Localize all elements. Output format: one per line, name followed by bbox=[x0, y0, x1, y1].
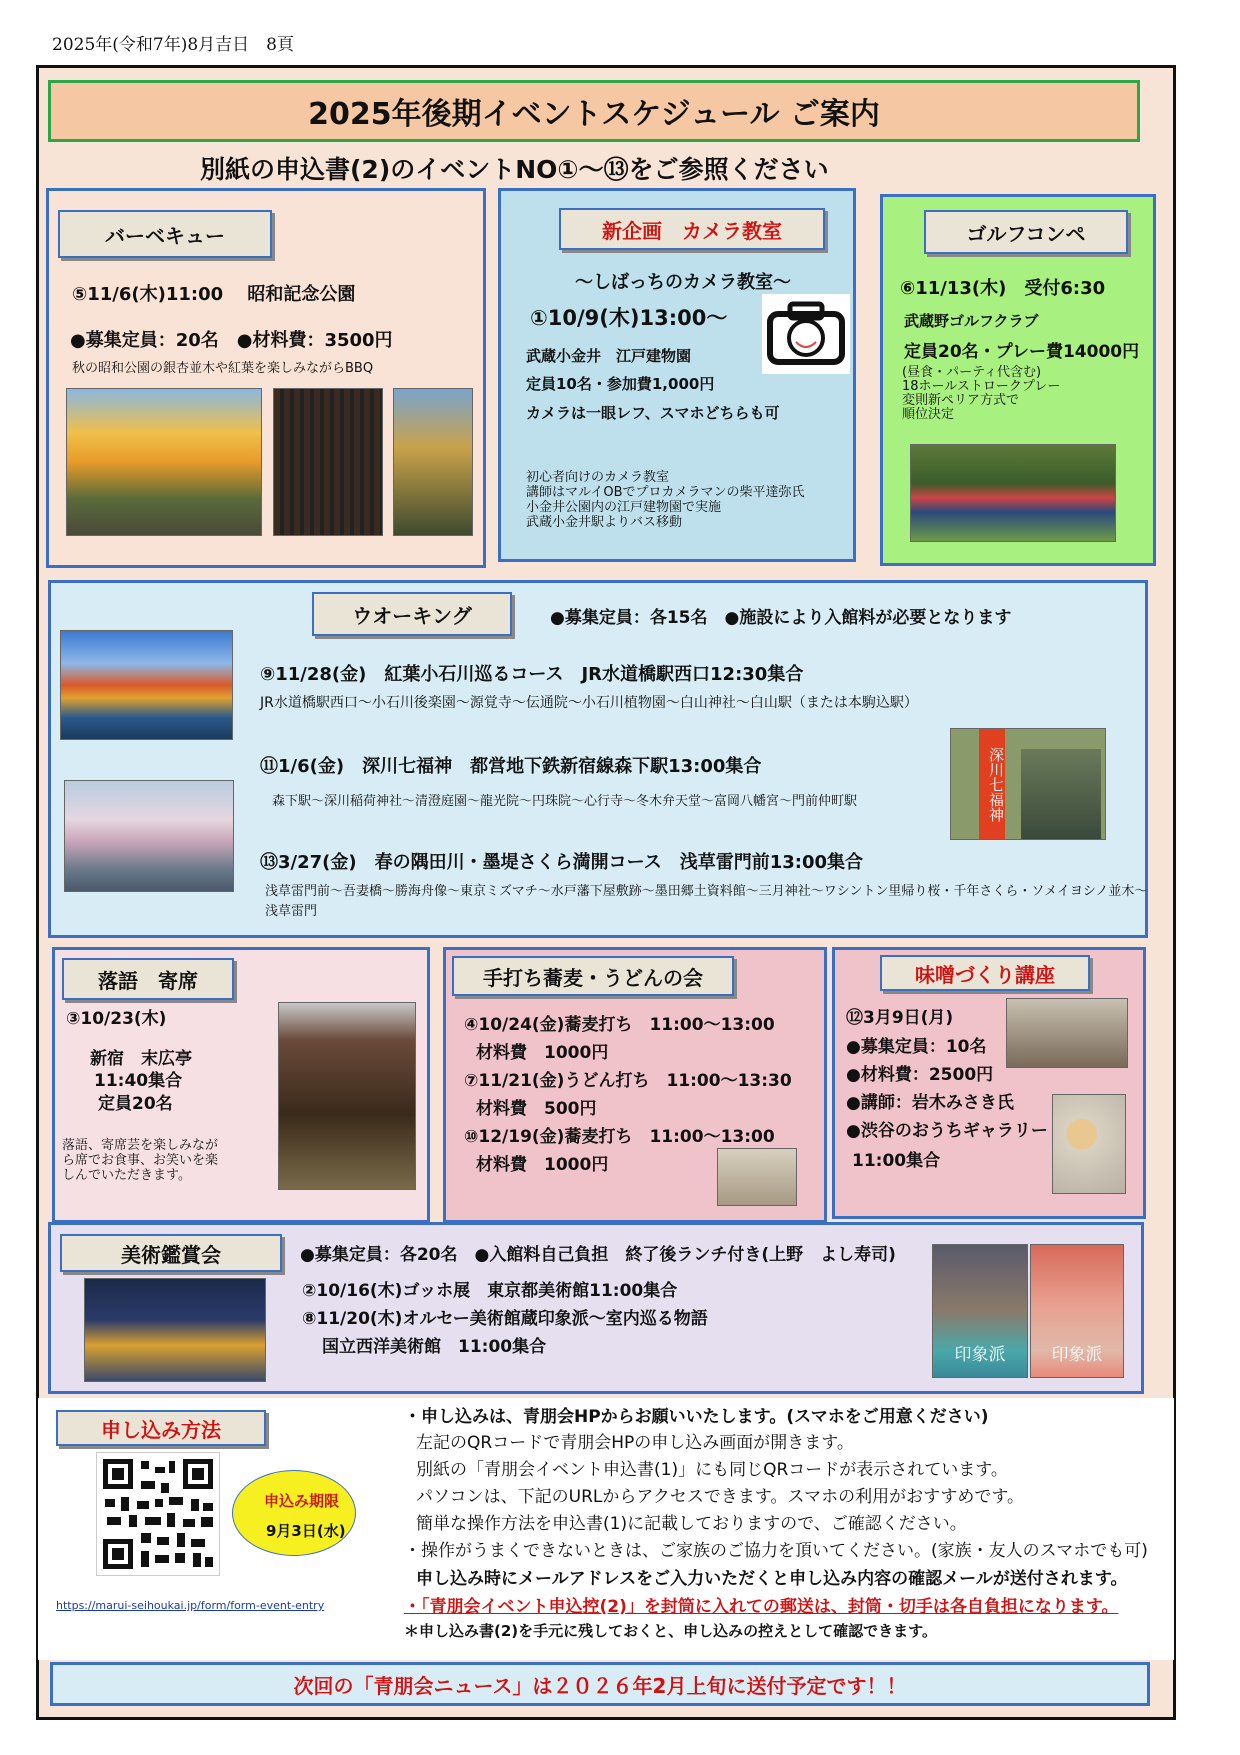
camera-desc-line: 小金井公園内の江戸建物園で実施 bbox=[526, 500, 722, 515]
miso-fee: ●材料費：2500円 bbox=[846, 1065, 994, 1085]
rakugo-date: ③10/23(木) bbox=[66, 1009, 167, 1029]
apply-line: 左記のQRコードで青朋会HPの申し込み画面が開きます。 bbox=[416, 1433, 854, 1453]
walking-tab: ウオーキング bbox=[312, 592, 512, 636]
rakugo-desc bbox=[62, 1138, 218, 1183]
miso-date: ⑫3月9日(月) bbox=[846, 1008, 954, 1028]
deadline-date: 9月3日(水) bbox=[266, 1522, 346, 1540]
sumida-sakura-photo bbox=[64, 780, 234, 892]
camera-desc bbox=[526, 470, 805, 530]
apply-line: 申し込み時にメールアドレスをご入力いただくと申し込み内容の確認メールが送付されます。 bbox=[416, 1569, 1128, 1589]
golf-date: ⑥11/13(木) 受付6:30 bbox=[900, 278, 1106, 299]
page-header: 2025年(令和7年)8月吉日 8頁 bbox=[52, 35, 294, 55]
orsay-poster-2 bbox=[1030, 1244, 1124, 1378]
art-tab: 美術鑑賞会 bbox=[60, 1234, 282, 1272]
page-subtitle: 別紙の申込書(2)のイベントNO①～⑬をご参照ください bbox=[200, 155, 829, 184]
art-event-venue: 国立西洋美術館 11:00集合 bbox=[322, 1337, 547, 1357]
walking-event-route: JR水道橋駅西口～小石川後楽園～源覚寺～伝通院～小石川植物園～白山神社～白山駅（または本駒込駅） bbox=[260, 695, 918, 711]
camera-desc-line: 武蔵小金井駅よりバス移動 bbox=[526, 515, 683, 530]
miso-teacher: ●講師：岩木みさき氏 bbox=[846, 1093, 1014, 1113]
soba-photo bbox=[717, 1148, 797, 1206]
rakugo-desc-line: 落語、寄席芸を楽しみなが bbox=[62, 1138, 219, 1153]
golf-capacity: 定員20名・プレー費14000円 bbox=[904, 342, 1140, 362]
camera-desc-line: 講師はマルイOBでプロカメラマンの柴平達弥氏 bbox=[526, 485, 805, 500]
qr-code[interactable] bbox=[96, 1452, 220, 1576]
camera-date: ①10/9(木)13:00～ bbox=[530, 306, 728, 330]
walking-event-title: ⑬3/27(金) 春の隅田川・墨堤さくら満開コース 浅草雷門前13:00集合 bbox=[260, 852, 863, 873]
orsay-poster-2-label: 印象派 bbox=[1051, 1345, 1103, 1365]
rakugo-place: 新宿 末広亭 bbox=[90, 1049, 192, 1069]
rakugo-capacity: 定員20名 bbox=[98, 1094, 173, 1114]
bbq-capacity: ●募集定員：20名 ●材料費：3500円 bbox=[70, 330, 393, 351]
apply-tab: 申し込み方法 bbox=[56, 1410, 266, 1446]
soba-item-date: ⑦11/21(金)うどん打ち 11:00～13:30 bbox=[464, 1071, 792, 1091]
walking-event-route: 浅草雷門前～吾妻橋～勝海舟像～東京ミズマチ～水戸藩下屋敷跡～墨田郷土資料館～三月神社～ワシントン里帰り桜・千年さくら・ソメイヨシノ並木～ bbox=[265, 884, 1148, 899]
fukagawa-photo bbox=[950, 728, 1106, 840]
art-event: ②10/16(木)ゴッホ展 東京都美術館11:00集合 bbox=[302, 1281, 678, 1301]
apply-line: ＊申し込み書(2)を手元に残しておくと、申し込みの控えとして確認できます。 bbox=[404, 1622, 937, 1640]
walking-capacity: ●募集定員：各15名 ●施設により入館料が必要となります bbox=[550, 608, 1012, 628]
apply-line: パソコンは、下記のURLからアクセスできます。スマホの利用がおすすめです。 bbox=[416, 1487, 1024, 1507]
rakugo-tab: 落語 寄席 bbox=[62, 958, 234, 1000]
miso-class-photo bbox=[1006, 998, 1128, 1068]
golf-desc-line: 順位決定 bbox=[902, 407, 955, 422]
page-title: 2025年後期イベントスケジュール ご案内 bbox=[48, 80, 1140, 142]
miso-time: 11:00集合 bbox=[852, 1151, 941, 1171]
golf-photo bbox=[910, 444, 1116, 542]
miso-place: ●渋谷のおうちギャラリー bbox=[846, 1121, 1048, 1141]
camera-tab: 新企画 カメラ教室 bbox=[559, 208, 825, 250]
golf-place: 武蔵野ゴルフクラブ bbox=[904, 312, 1039, 330]
fukagawa-banner: 深川七福神 bbox=[979, 729, 1005, 839]
camera-logo bbox=[762, 294, 850, 374]
golf-desc-line: 18ホールストロークプレー bbox=[902, 379, 1061, 394]
rakugo-time: 11:40集合 bbox=[94, 1071, 183, 1091]
art-capacity: ●募集定員：各20名 ●入館料自己負担 終了後ランチ付き(上野 よし寿司) bbox=[300, 1245, 896, 1265]
orsay-poster-1 bbox=[932, 1244, 1028, 1378]
apply-line: ・申し込みは、青朋会HPからお願いいたします。(スマホをご用意ください) bbox=[404, 1407, 989, 1427]
orsay-poster-1-label: 印象派 bbox=[954, 1345, 1006, 1365]
camera-place: 武蔵小金井 江戸建物園 bbox=[526, 347, 692, 365]
walking-event-title: ⑨11/28(金) 紅葉小石川巡るコース JR水道橋駅西口12:30集合 bbox=[260, 664, 804, 685]
golf-desc-line: (昼食・パーティ代含む) bbox=[902, 365, 1042, 380]
apply-line: 別紙の「青朋会イベント申込書(1)」にも同じQRコードが表示されています。 bbox=[416, 1460, 1008, 1480]
golf-desc-line: 変則新ペリア方式で bbox=[902, 393, 1020, 408]
miso-capacity: ●募集定員：10名 bbox=[846, 1037, 987, 1057]
art-event: ⑧11/20(木)オルセー美術館蔵印象派～室内巡る物語 bbox=[302, 1309, 708, 1329]
soba-item-date: ⑩12/19(金)蕎麦打ち 11:00～13:00 bbox=[464, 1127, 775, 1147]
bbq-group-photo bbox=[66, 388, 262, 536]
camera-note: カメラは一眼レフ、スマホどちらも可 bbox=[526, 404, 780, 422]
golf-desc bbox=[902, 366, 1060, 422]
gogh-poster bbox=[84, 1278, 266, 1382]
bbq-grill-photo bbox=[273, 388, 383, 536]
bbq-people-photo bbox=[393, 388, 473, 536]
apply-line: ・操作がうまくできないときは、ご家族のご協力を頂いてください。(家族・友人のスマホでも可) bbox=[404, 1541, 1148, 1561]
koishikawa-photo bbox=[60, 630, 233, 740]
soba-item-fee: 材料費 1000円 bbox=[476, 1155, 609, 1175]
rakugo-desc-line: しんでいただきます。 bbox=[62, 1168, 191, 1183]
camera-capacity: 定員10名・参加費1,000円 bbox=[526, 375, 715, 393]
walking-event-route-end: 浅草雷門 bbox=[265, 904, 318, 919]
footer-notice: 次回の「青朋会ニュース」は２０２６年2月上旬に送付予定です！！ bbox=[50, 1662, 1150, 1706]
suehirotei-photo bbox=[278, 1002, 416, 1190]
apply-url-link[interactable]: https://marui-seihoukai.jp/form/form-event-entry bbox=[56, 1599, 325, 1612]
miso-product-photo bbox=[1052, 1094, 1126, 1194]
soba-item-fee: 材料費 500円 bbox=[476, 1099, 597, 1119]
apply-line: 簡単な操作方法を申込書(1)に記載しておりますので、ご確認ください。 bbox=[416, 1514, 967, 1534]
bbq-desc: 秋の昭和公園の銀杏並木や紅葉を楽しみながらBBQ bbox=[72, 361, 374, 376]
bbq-tab: バーベキュー bbox=[58, 210, 272, 258]
bbq-date: ⑤11/6(木)11:00 昭和記念公園 bbox=[72, 284, 356, 305]
camera-desc-line: 初心者向けのカメラ教室 bbox=[526, 470, 670, 485]
apply-line-notice: ・「青朋会イベント申込控(2)」を封筒に入れての郵送は、封筒・切手は各自負担になります。 bbox=[404, 1597, 1119, 1617]
qr-code-icon bbox=[97, 1453, 219, 1575]
rakugo-desc-line: ら席でお食事、お笑いを楽 bbox=[62, 1153, 219, 1168]
soba-item-date: ④10/24(金)蕎麦打ち 11:00～13:00 bbox=[464, 1015, 775, 1035]
walking-event-route: 森下駅～深川稲荷神社～清澄庭園～龍光院～円珠院～心行寺～冬木弁天堂～富岡八幡宮～門前仲町駅 bbox=[272, 794, 858, 809]
golf-tab: ゴルフコンペ bbox=[924, 210, 1128, 254]
miso-tab: 味噌づくり講座 bbox=[880, 955, 1090, 991]
walking-event-title: ⑪1/6(金) 深川七福神 都営地下鉄新宿線森下駅13:00集合 bbox=[260, 756, 762, 777]
soba-item-fee: 材料費 1000円 bbox=[476, 1043, 609, 1063]
camera-icon bbox=[762, 294, 850, 374]
camera-subtitle: ～しばっちのカメラ教室～ bbox=[575, 272, 791, 293]
deadline-badge bbox=[232, 1470, 356, 1556]
soba-tab: 手打ち蕎麦・うどんの会 bbox=[452, 956, 734, 996]
deadline-label: 申込み期限 bbox=[264, 1492, 340, 1510]
